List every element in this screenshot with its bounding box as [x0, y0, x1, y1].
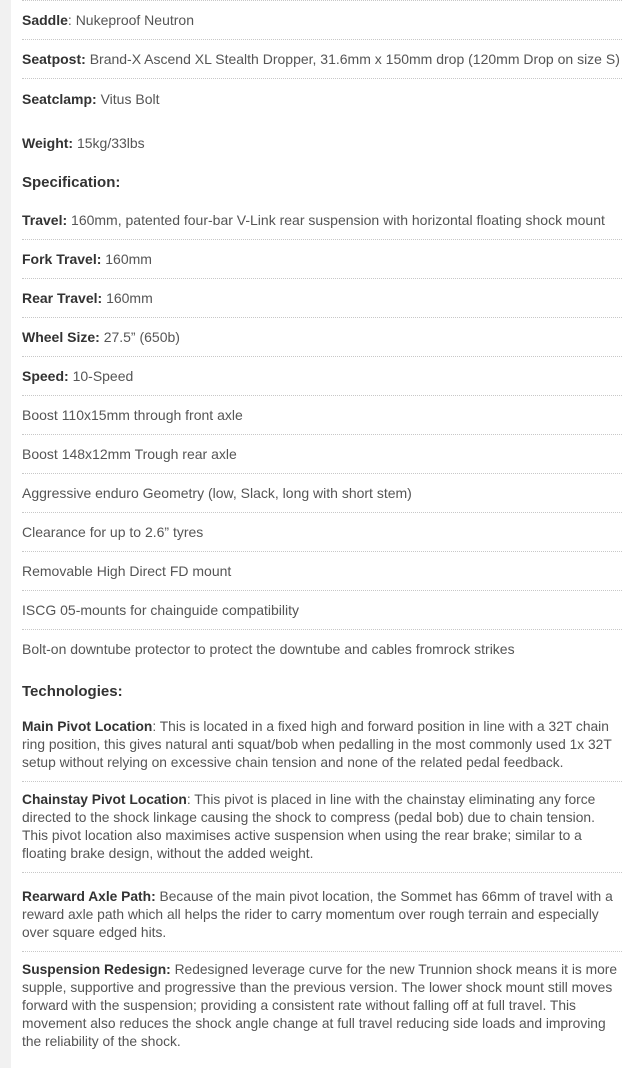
spec-value: Vitus Bolt: [100, 91, 160, 107]
spec-value: 27.5” (650b): [103, 329, 180, 345]
spec-row-wheel-size: [22, 318, 622, 357]
spec-label: Wheel Size:: [22, 329, 100, 345]
spec-label: Seatpost:: [22, 51, 86, 67]
feature-item: Removable High Direct FD mount: [22, 552, 622, 591]
tech-label: Chainstay Pivot Location: [22, 792, 187, 807]
feature-item: Bolt-on downtube protector to protect the downtube and cables fromrock strikes: [22, 641, 515, 657]
spec-label: Fork Travel:: [22, 251, 102, 267]
spec-row-rear-travel: [22, 279, 622, 318]
spec-value: 160mm, patented four-bar V-Link rear suspension with horizontal floating shock mount: [71, 212, 605, 228]
tech-text: This is located in a fixed high and forward position in line with a 32T chain ring position, this gives natural anti squat/bob when pedalling in the most commonly used 1x 32T setup without relying on excessive chain tension and none of the related pedal feedback.: [22, 719, 612, 770]
spec-label: Seatclamp:: [22, 91, 97, 107]
tech-text: Because of the main pivot location, the Sommet has 66mm of travel with a reward axle path which all helps the rider to carry momentum over rough terrain and especially over square edged hits.: [22, 889, 613, 940]
feature-item: Boost 148x12mm Trough rear axle: [22, 435, 622, 474]
tech-label: Suspension Redesign:: [22, 962, 171, 977]
tech-text: This pivot is placed in line with the chainstay eliminating any force directed to the shock linkage causing the shock to compress (pedal bob) due to chain tension. This pivot location also maximises active suspension when using the rear brake; similar to a floating brake design, without the added weight.: [22, 792, 596, 861]
feature-item: Clearance for up to 2.6” tyres: [22, 513, 622, 552]
spec-label: Weight:: [22, 135, 74, 151]
spec-value: 15kg/33lbs: [76, 135, 145, 151]
spec-content: [22, 0, 622, 1060]
left-margin-bar: [0, 0, 11, 1068]
tech-label: Rearward Axle Path:: [22, 889, 156, 904]
spec-row-weight: [22, 121, 622, 163]
spec-label: Saddle: [22, 12, 68, 28]
technologies-heading: Technologies:: [22, 683, 123, 700]
tech-item-suspension-redesign: [22, 952, 622, 1060]
spec-value: 160mm: [106, 290, 153, 306]
spec-value: Brand-X Ascend XL Stealth Dropper, 31.6mm x 150mm drop (120mm Drop on size S): [89, 51, 620, 67]
spec-row-seatpost: [22, 40, 622, 79]
specification-heading: Specification:: [22, 174, 121, 191]
spec-row-travel: [22, 201, 622, 240]
tech-item-chainstay-pivot: [22, 782, 622, 873]
spec-label: Rear Travel:: [22, 290, 103, 306]
spec-label: Travel:: [22, 212, 68, 228]
tech-sep: :: [186, 792, 195, 807]
spec-row-fork-travel: [22, 240, 622, 279]
spec-value: 10-Speed: [72, 368, 134, 384]
feature-item: Aggressive enduro Geometry (low, Slack, long with short stem): [22, 474, 622, 513]
tech-label: Main Pivot Location: [22, 719, 153, 734]
tech-sep: :: [152, 719, 160, 734]
tech-item-main-pivot: [22, 714, 622, 782]
feature-item: Boost 110x15mm through front axle: [22, 396, 622, 435]
feature-item: ISCG 05-mounts for chainguide compatibility: [22, 591, 622, 630]
spec-value: 160mm: [105, 251, 152, 267]
tech-text: Redesigned leverage curve for the new Trunnion shock means it is more supple, supportive and progressive than the previous version. The lower shock mount still moves forward with the suspension; providing a consistent rate without falling off at full travel. This movement also reduces the shock angle change at full travel reducing side loads and improving the reliability of the shock.: [22, 962, 618, 1049]
spec-row-speed: [22, 357, 622, 396]
spec-value: Nukeproof Neutron: [75, 12, 194, 28]
spec-row-saddle: [22, 1, 622, 40]
spec-row-seatclamp: [22, 79, 622, 121]
tech-item-rearward-axle: [22, 873, 622, 952]
spec-label: Speed:: [22, 368, 69, 384]
spec-sep: :: [67, 12, 76, 28]
